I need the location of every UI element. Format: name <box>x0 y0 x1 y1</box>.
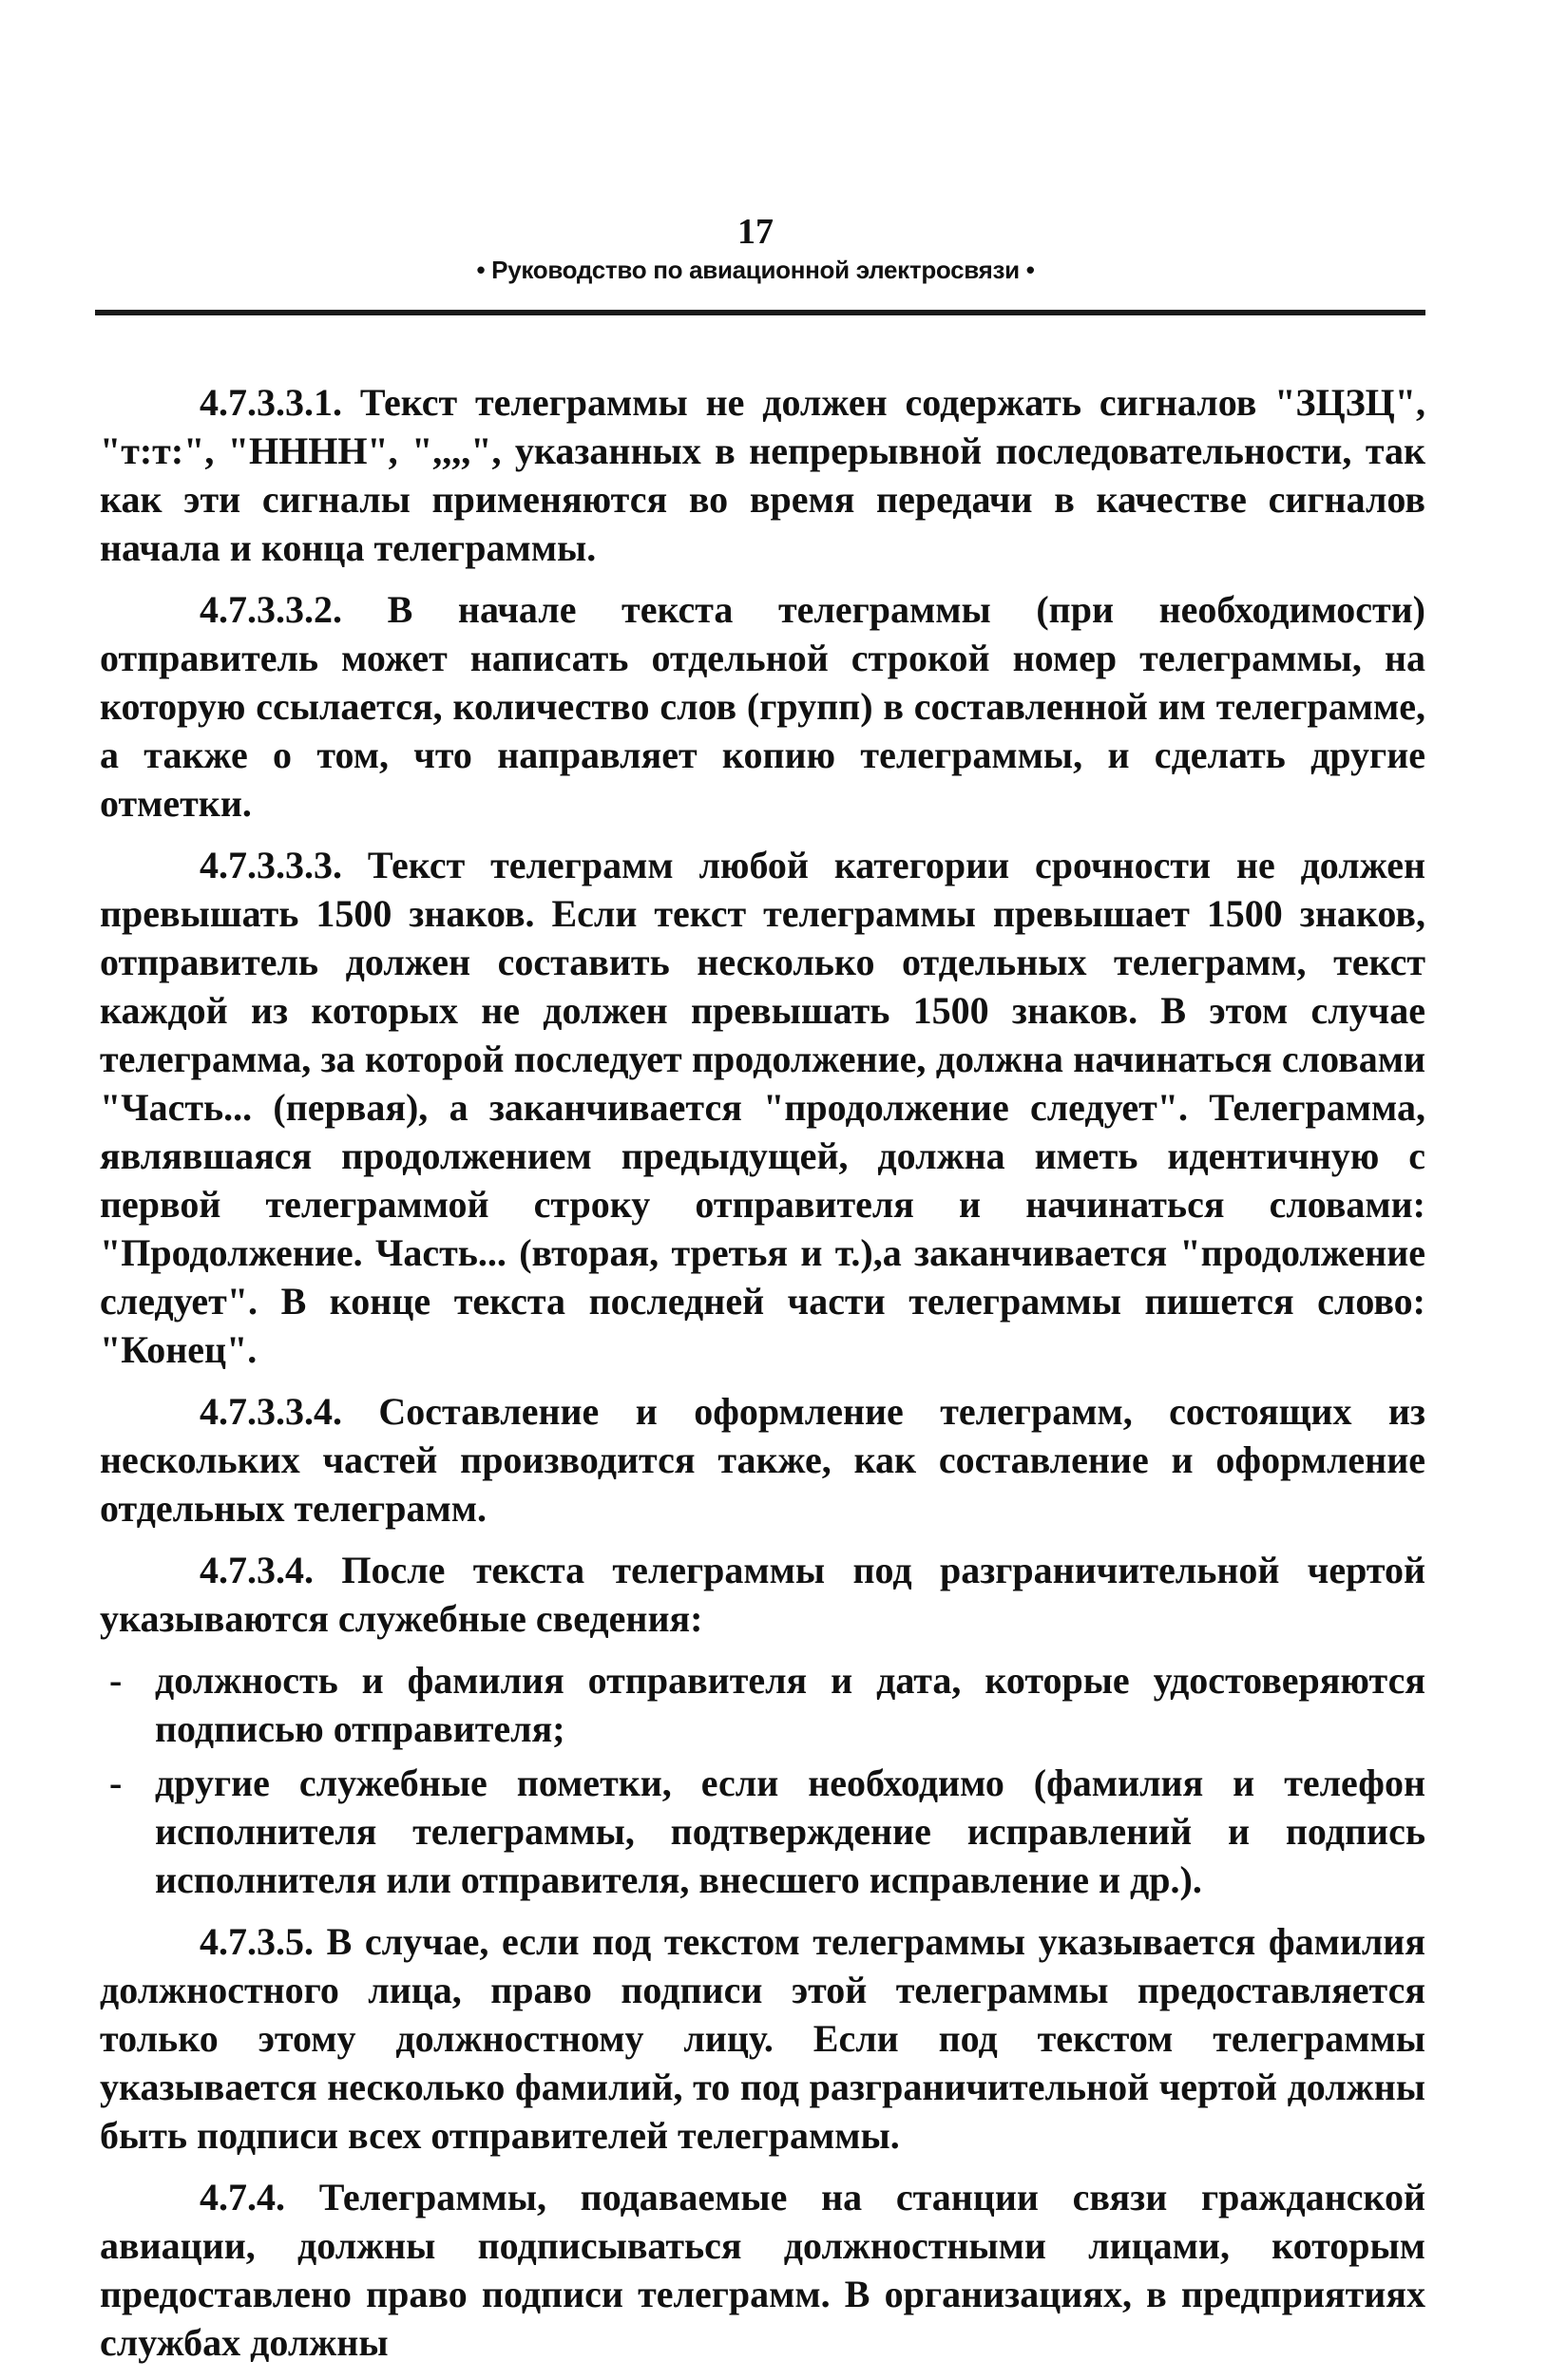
list-item <box>100 1656 1425 1753</box>
paragraph-4-7-3-4: 4.7.3.4. После текста телеграммы под разграничительной чертой указываются служебные сведения: <box>100 1549 1425 1640</box>
page-number: 17 <box>737 212 774 252</box>
paragraph-4-7-3-3-3: 4.7.3.3.3. Текст телеграмм любой категории срочности не должен превышать 1500 знаков. Если текст телеграммы превышает 1500 знаков, отправитель должен составить несколько отдельных телеграмм, текст каждой из которых не должен превышать 1500 знаков. В этом случае телеграмма, за которой последует продолжение, должна начинаться словами "Часть... (первая), а заканчивается "продолжение следует". Телеграмма, являвшаяся продолжением предыдущей, должна иметь идентичную с первой телеграммой строку отправителя и начинаться словами: "Продолжение. Часть... (вторая, третья и т.),а заканчивается "продолжение следует". В конце текста последней части телеграммы пишется слово: "Конец". <box>100 844 1425 1371</box>
body-text <box>100 378 1425 2380</box>
paragraph-4-7-3-5: 4.7.3.5. В случае, если под текстом телеграммы указывается фамилия должностного лица, право подписи этой телеграммы предоставляется только этому должностному лицу. Если под текстом телеграммы указывается несколько фамилий, то под разграничительной чертой должны быть подписи всех отправителей телеграммы. <box>100 1920 1425 2157</box>
header-divider <box>95 310 1425 315</box>
paragraph-4-7-3-3-1: 4.7.3.3.1. Текст телеграммы не должен содержать сигналов "ЗЦЗЦ", "т:т:", "НННН", ",,,,", указанных в непрерывной последовательности, так как эти сигналы применяются во время передачи в качестве сигналов начала и конца телеграммы. <box>100 381 1425 569</box>
list-item-text: другие служебные пометки, если необходимо (фамилия и телефон исполнителя телеграммы, подтверждение исправлений и подпись исполнителя или отправителя, внесшего исправление и др.). <box>155 1761 1425 1901</box>
service-info-list <box>100 1656 1425 1904</box>
bullet-dash: - <box>109 1761 123 1804</box>
paragraph-4-7-3-3-2: 4.7.3.3.2. В начале текста телеграммы (при необходимости) отправитель может написать отдельной строкой номер телеграммы, на которую ссылается, количество слов (групп) в составленной им телеграмме, а также о том, что направляет копию телеграммы, и сделать другие отметки. <box>100 588 1425 825</box>
list-item <box>100 1759 1425 1904</box>
bullet-dash: - <box>109 1659 123 1702</box>
running-header: • Руководство по авиационной электросвязи • <box>476 256 1035 284</box>
list-item-text: должность и фамилия отправителя и дата, которые удостоверяются подписью отправителя; <box>155 1659 1425 1750</box>
paragraph-4-7-4: 4.7.4. Телеграммы, подаваемые на станции связи гражданской авиации, должны подписываться должностными лицами, которым предоставлено право подписи телеграмм. В организациях, в предприятиях службах должны <box>100 2176 1425 2364</box>
paragraph-4-7-3-3-4: 4.7.3.3.4. Составление и оформление телеграмм, состоящих из нескольких частей производится также, как составление и оформление отдельных телеграмм. <box>100 1390 1425 1530</box>
